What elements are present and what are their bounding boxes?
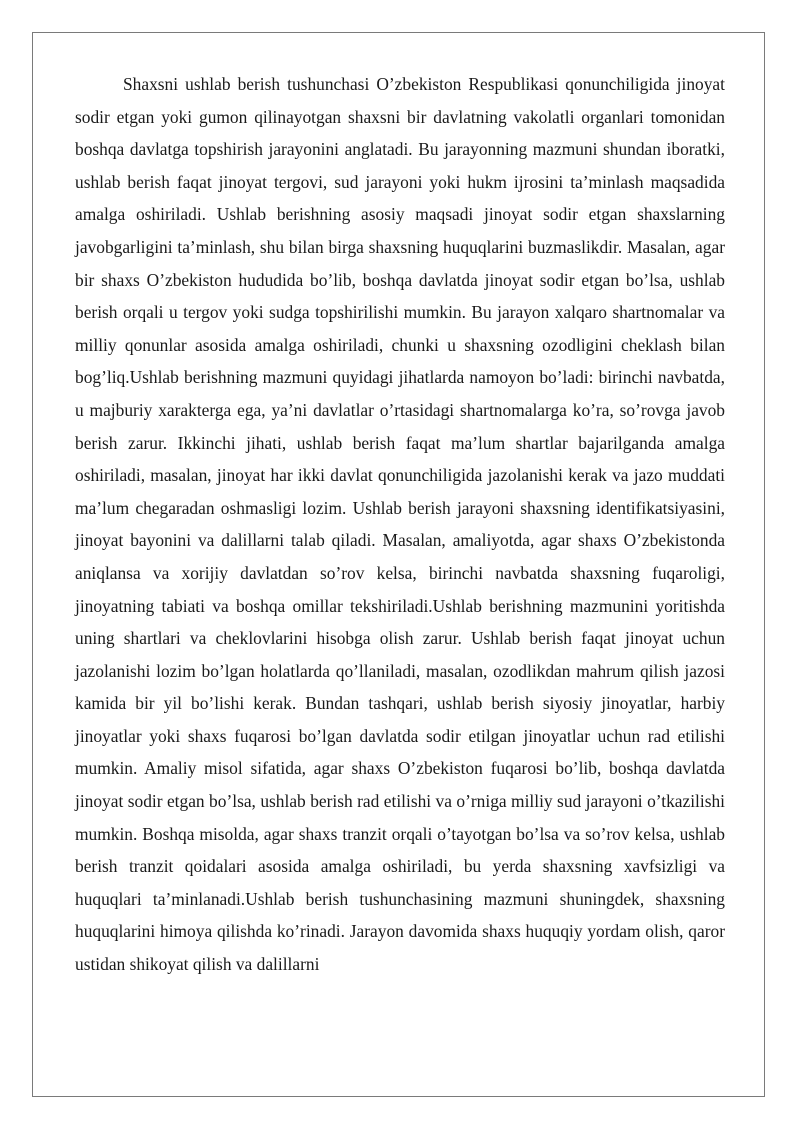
- document-body: [75, 68, 725, 981]
- body-paragraph: Shaxsni ushlab berish tushunchasi O’zbekiston Respublikasi qonunchiligida jinoyat sodir etgan yoki gumon qilinayotgan shaxsni bir davlatning vakolatli organlari tomonidan boshqa davlatga topshirish jarayonini anglatadi. Bu jarayonning mazmuni shundan iboratki, ushlab berish faqat jinoyat tergovi, sud jarayoni yoki hukm ijrosini ta’minlash maqsadida amalga oshiriladi. Ushlab berishning asosiy maqsadi jinoyat sodir etgan shaxslarning javobgarligini ta’minlash, shu bilan birga shaxsning huquqlarini buzmaslikdir. Masalan, agar bir shaxs O’zbekiston hududida bo’lib, boshqa davlatda jinoyat sodir etgan bo’lsa, ushlab berish orqali u tergov yoki sudga topshirilishi mumkin. Bu jarayon xalqaro shartnomalar va milliy qonunlar asosida amalga oshiriladi, chunki u shaxsning ozodligini cheklash bilan bog’liq.Ushlab berishning mazmuni quyidagi jihatlarda namoyon bo’ladi: birinchi navbatda, u majburiy xarakterga ega, ya’ni davlatlar o’rtasidagi shartnomalarga ko’ra, so’rovga javob berish zarur. Ikkinchi jihati, ushlab berish faqat ma’lum shartlar bajarilganda amalga oshiriladi, masalan, jinoyat har ikki davlat qonunchiligida jazolanishi kerak va jazo muddati ma’lum chegaradan oshmasligi lozim. Ushlab berish jarayoni shaxsning identifikatsiyasini, jinoyat bayonini va dalillarni talab qiladi. Masalan, amaliyotda, agar shaxs O’zbekistonda aniqlansa va xorijiy davlatdan so’rov kelsa, birinchi navbatda shaxsning fuqaroligi, jinoyatning tabiati va boshqa omillar tekshiriladi.Ushlab berishning mazmunini yoritishda uning shartlari va cheklovlarini hisobga olish zarur. Ushlab berish faqat jinoyat uchun jazolanishi lozim bo’lgan holatlarda qo’llaniladi, masalan, ozodlikdan mahrum qilish jazosi kamida bir yil bo’lishi kerak. Bundan tashqari, ushlab berish siyosiy jinoyatlar, harbiy jinoyatlar yoki shaxs fuqarosi bo’lgan davlatda sodir etilgan jinoyatlar uchun rad etilishi mumkin. Amaliy misol sifatida, agar shaxs O’zbekiston fuqarosi bo’lib, boshqa davlatda jinoyat sodir etgan bo’lsa, ushlab berish rad etilishi va o’rniga milliy sud jarayoni o’tkazilishi mumkin. Boshqa misolda, agar shaxs tranzit orqali o’tayotgan bo’lsa va so’rov kelsa, ushlab berish tranzit qoidalari asosida amalga oshiriladi, bu yerda shaxsning xavfsizligi va huquqlari ta’minlanadi.Ushlab berish tushunchasining mazmuni shuningdek, shaxsning huquqlarini himoya qilishda ko’rinadi. Jarayon davomida shaxs huquqiy yordam olish, qaror ustidan shikoyat qilish va dalillarni: [75, 74, 725, 975]
